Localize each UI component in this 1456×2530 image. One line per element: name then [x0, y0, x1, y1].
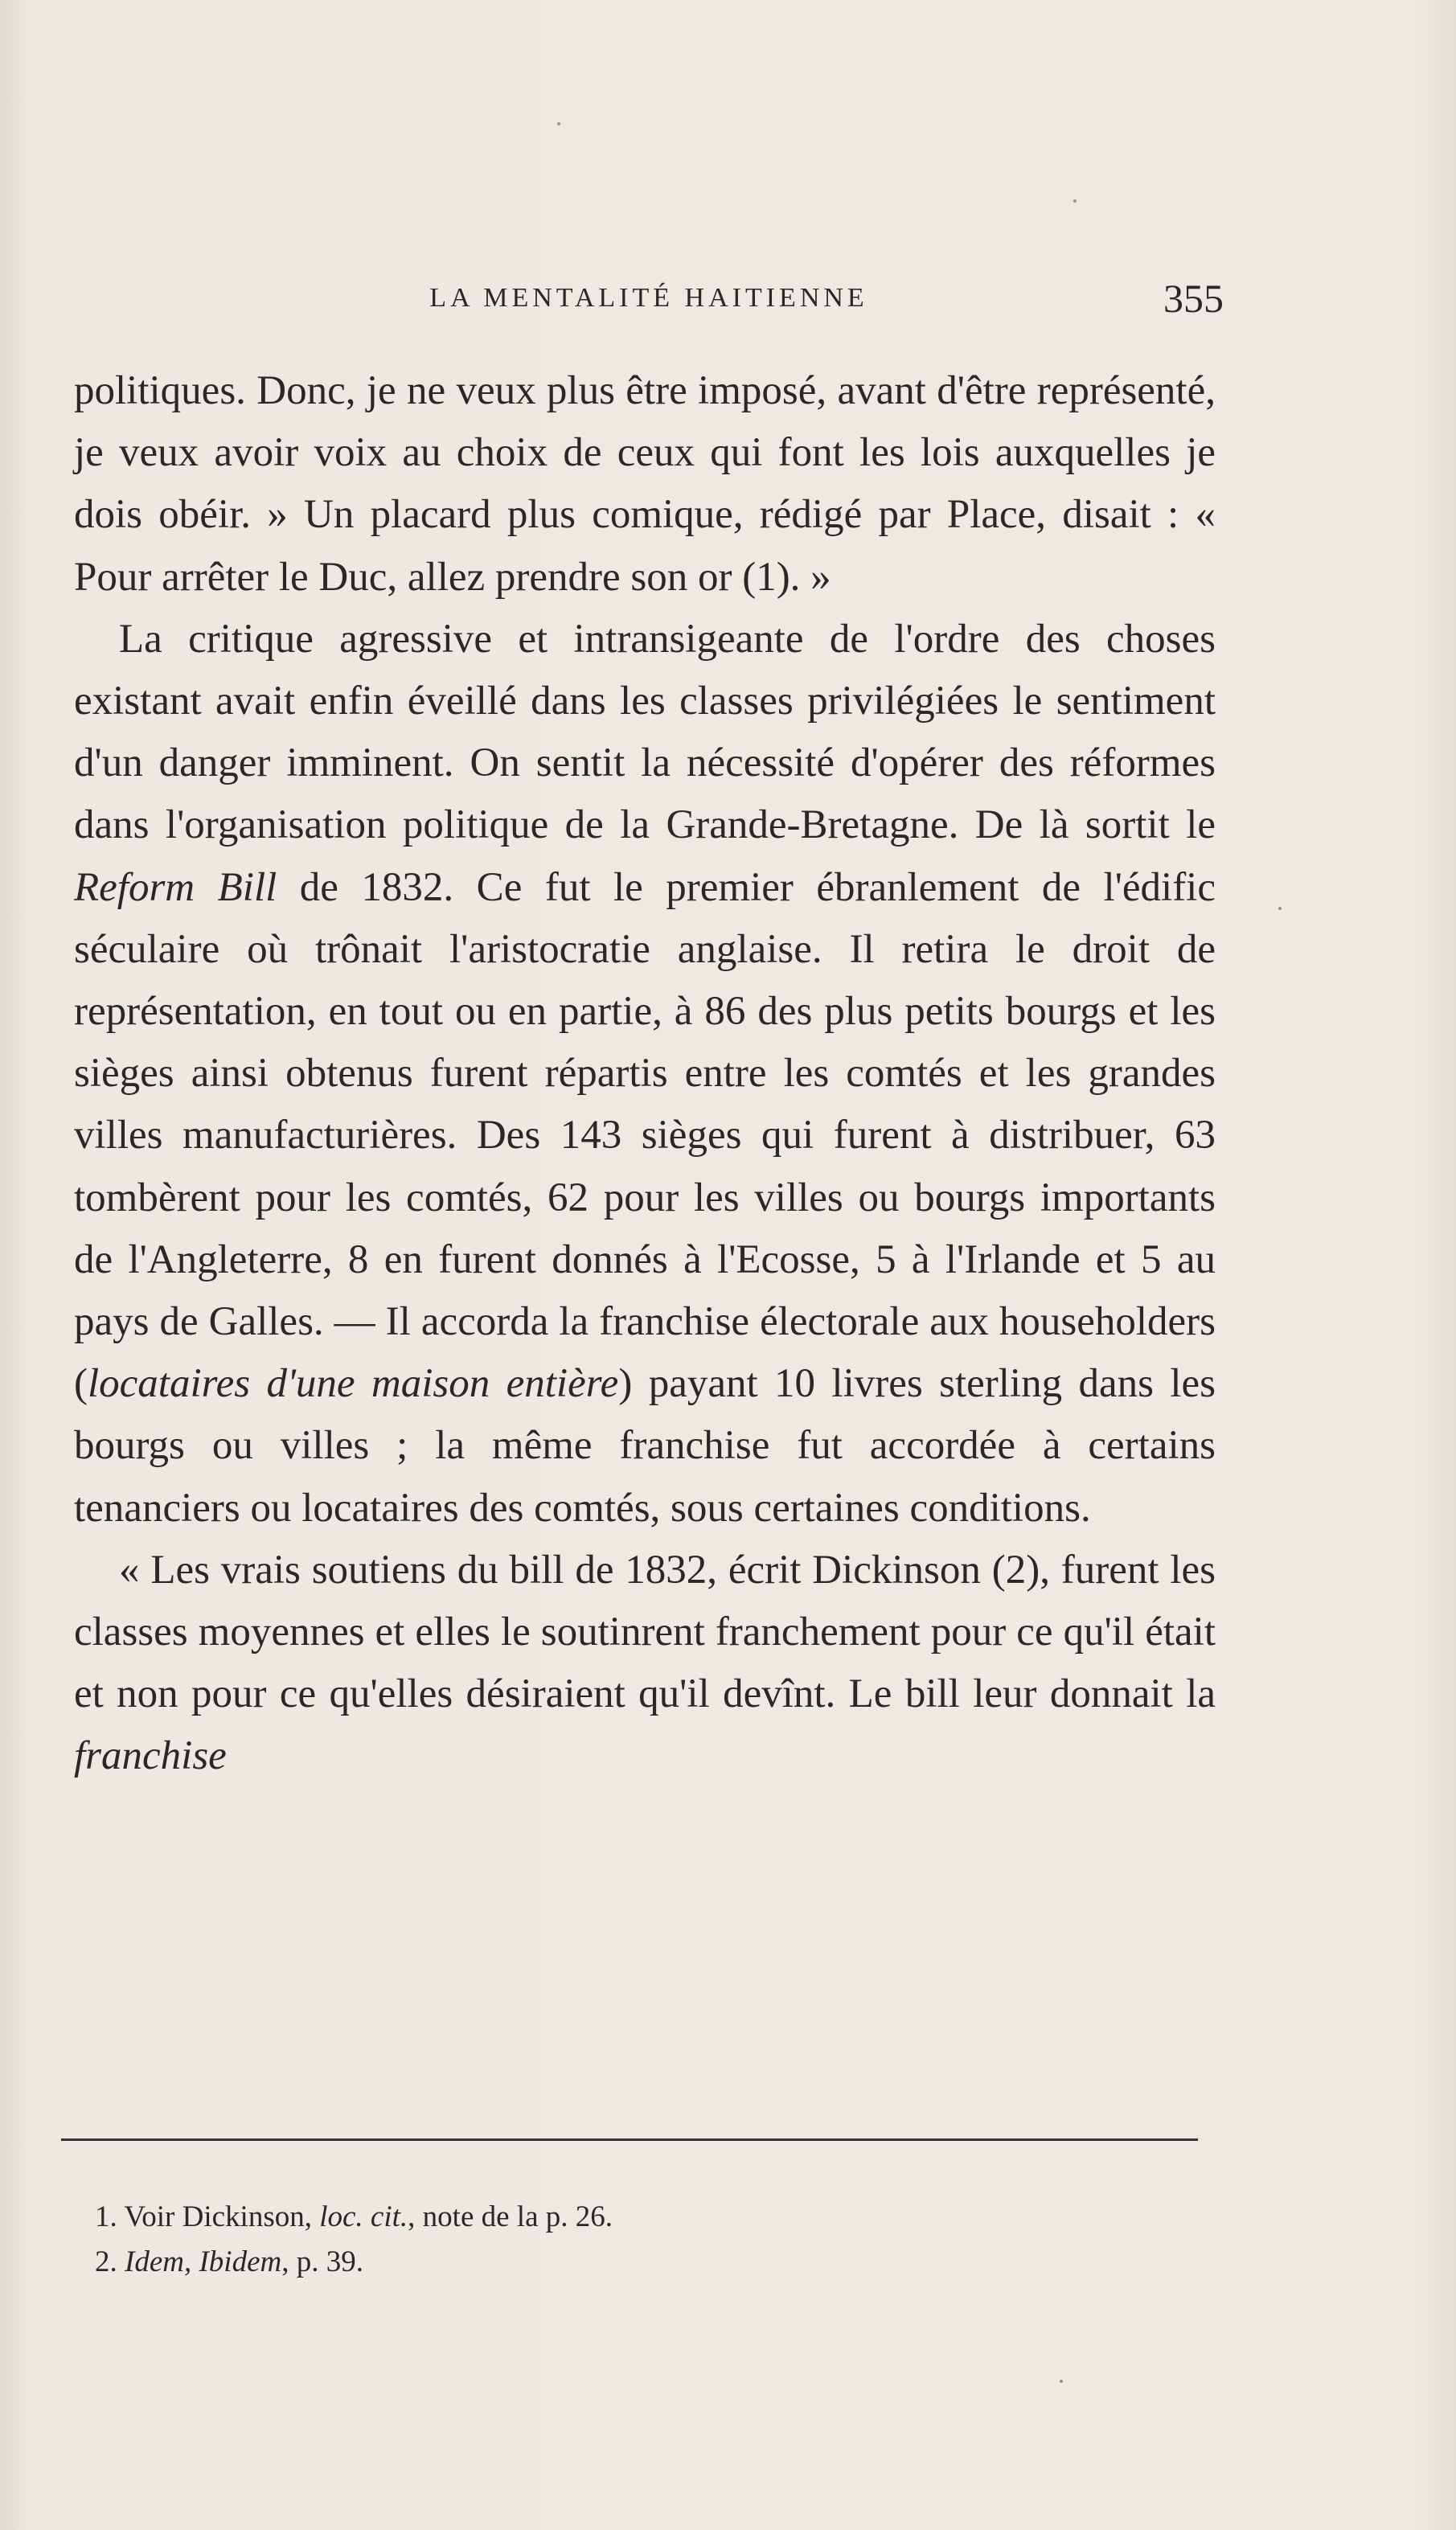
footnote-2 [95, 2240, 1204, 2285]
footnote-italic: Idem, Ibidem [125, 2245, 282, 2278]
text-run: politiques. Donc, je ne veux plus être imposé, avant d'être représenté, je veux avoir voix au choix de ceux qui font les lois auxquelles je dois obéir. » Un placard plus comique, rédigé par Place, disait : « Pour arrêter le Duc, allez prendre son or (1). » [74, 368, 1216, 600]
running-head [74, 276, 1224, 321]
text-run: « Les vrais soutiens du bill de 1832, écrit Dickinson (2), furent les classes moyennes et elles le soutinrent franchement pour ce qu'il était et non pour ce qu'elles désiraient qu'il devînt. Le bill leur donnait la [74, 1547, 1216, 1717]
footnote-text: 2. [95, 2245, 125, 2278]
text-run: ) payant 10 livres sterling dans les bourgs ou villes ; la même franchise fut accordée à certains tenanciers ou locataires des comtés, sous certaines conditions. [74, 1361, 1216, 1531]
footnote-text: 1. Voir Dickinson, [95, 2200, 320, 2233]
italic-word: franchise [74, 1733, 227, 1779]
footnotes [95, 2195, 1204, 2285]
paragraph [74, 609, 1216, 1540]
text-run: La critique agressive et intransigeante de l'ordre des choses existant avait enfin éveillé dans les classes privilégiées le sentiment d'un danger imminent. On sentit la nécessité d'opérer des réformes dans l'organisation politique de la Grande-Bretagne. De là sortit le [74, 616, 1216, 848]
running-title: LA MENTALITÉ HAITIENNE [429, 283, 868, 313]
text-run: de 1832. Ce fut le premier ébranlement de l'édific séculaire où trônait l'aristocratie anglaise. Il retira le droit de représentation, en tout ou en partie, à 86 des plus petits bourgs et les sièges ainsi obtenus furent répartis entre les comtés et les grandes villes manufacturières. Des 143 sièges qui furent à distribuer, 63 tombèrent pour les comtés, 62 pour les villes ou bourgs importants de l'Angleterre, 8 en furent donnés à l'Ecosse, 5 à l'Irlande et 5 au pays de Galles. — Il accorda la franchise électorale aux householders ( [74, 864, 1216, 1407]
italic-phrase: locataires d'une maison entière [87, 1361, 619, 1407]
paragraph [74, 360, 1216, 609]
paper-speck [1060, 2380, 1063, 2383]
italic-title: Reform Bill [74, 864, 277, 910]
footnote-text: , p. 39. [281, 2245, 363, 2278]
footnote-divider [61, 2138, 1198, 2141]
footnote-1 [95, 2195, 1204, 2240]
paper-speck [557, 122, 560, 125]
body-text [74, 360, 1216, 1788]
paper-speck [1278, 907, 1282, 910]
footnote-text: , note de la p. 26. [408, 2200, 613, 2233]
paragraph [74, 1540, 1216, 1788]
page-number: 355 [1163, 276, 1224, 321]
paper-speck [1073, 199, 1077, 203]
footnote-italic: loc. cit. [319, 2200, 408, 2233]
